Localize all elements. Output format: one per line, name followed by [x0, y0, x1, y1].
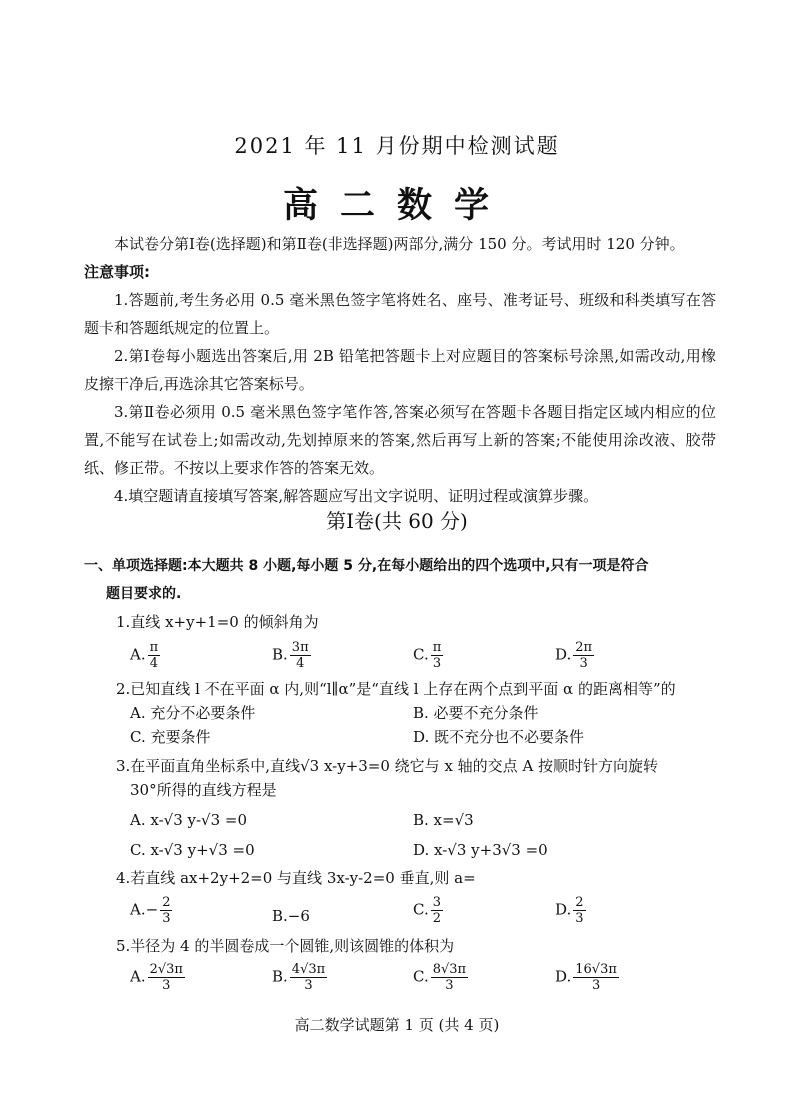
q5-option-b[interactable]: [272, 962, 329, 993]
fraction: [290, 962, 327, 993]
question-2-stem: 2.已知直线 l 不在平面 α 内,则“l∥α”是“直线 l 上存在两个点到平面 α 的距离相等”的: [116, 680, 676, 698]
q2-option-d[interactable]: D. 既不充分也不必要条件: [413, 728, 585, 746]
q5-option-c[interactable]: [413, 962, 470, 993]
q5-option-a[interactable]: [130, 962, 187, 993]
numerator: 3: [432, 895, 441, 910]
denominator: 4: [296, 656, 305, 671]
numerator: 4√3π: [291, 962, 326, 977]
section-instruction-line1: 一、单项选择题:本大题共 8 小题,每小题 5 分,在每小题给出的四个选项中,只有一项是符合: [84, 558, 649, 574]
fraction: [290, 640, 311, 671]
q2-option-c[interactable]: C. 充要条件: [130, 728, 211, 746]
note-item-2: 2.第Ⅰ卷每小题选出答案后,用 2B 铅笔把答题卡上对应题目的答案标号涂黑,如需改动,用橡皮擦干净后,再选涂其它答案标号。: [84, 347, 716, 393]
option-label: D.: [555, 967, 572, 986]
section-instruction-line2: 题目要求的.: [106, 586, 182, 602]
numerator: 3π: [291, 640, 309, 655]
denominator: 3: [591, 978, 601, 993]
option-label: D.: [555, 900, 572, 919]
q4-option-c[interactable]: [413, 895, 445, 926]
fraction: [573, 962, 619, 993]
option-label: A.: [130, 645, 146, 664]
fraction: [431, 895, 443, 926]
option-value: −6: [287, 907, 310, 925]
option-label: A.: [130, 967, 146, 986]
numerator: π: [149, 640, 159, 655]
question-5-stem: 5.半径为 4 的半圆卷成一个圆锥,则该圆锥的体积为: [116, 937, 455, 955]
numerator: π: [432, 640, 442, 655]
exam-title: 2021 年 11 月份期中检测试题: [234, 134, 560, 158]
intro-text: 本试卷分第Ⅰ卷(选择题)和第Ⅱ卷(非选择题)两部分,满分 150 分。考试用时 120 分钟。: [114, 235, 685, 253]
numerator: 2√3π: [149, 962, 183, 977]
denominator: 3: [304, 978, 313, 993]
option-label: B.: [272, 907, 288, 925]
subject-title: 高二数学: [282, 186, 511, 226]
numerator: 8√3π: [432, 962, 467, 977]
question-3-stem-line1: 3.在平面直角坐标系中,直线√3 x-y+3=0 绕它与 x 轴的交点 A 按顺时针方向旋转: [116, 757, 659, 775]
numerator: 2π: [575, 640, 593, 655]
q1-option-c[interactable]: [413, 640, 445, 671]
q1-option-b[interactable]: [272, 640, 313, 671]
q2-option-b[interactable]: B. 必要不充分条件: [413, 704, 539, 722]
denominator: 2: [432, 911, 441, 926]
note-item-1: 1.答题前,考生务必用 0.5 毫米黑色签字笔将姓名、座号、准考证号、班级和科类填写在答题卡和答题纸规定的位置上。: [84, 291, 716, 337]
notes-heading: 注意事项:: [84, 263, 150, 281]
option-label: A.: [130, 900, 146, 919]
denominator: 3: [432, 656, 442, 671]
q3-option-a[interactable]: A. x-√3 y-√3 =0: [130, 811, 248, 829]
option-label: B.: [272, 967, 288, 986]
fraction: [148, 962, 185, 993]
option-label: D.: [555, 645, 572, 664]
q5-option-d[interactable]: [555, 962, 621, 993]
numerator: 2: [162, 895, 171, 910]
fraction: [573, 895, 585, 926]
option-label: C.: [413, 967, 429, 986]
denominator: 3: [579, 656, 588, 671]
fraction: [431, 962, 468, 993]
question-4-stem: 4.若直线 ax+2y+2=0 与直线 3x-y-2=0 垂直,则 a=: [116, 869, 476, 887]
q3-option-d[interactable]: D. x-√3 y+3√3 =0: [413, 841, 548, 859]
denominator: 3: [445, 978, 454, 993]
option-label: C.: [413, 645, 429, 664]
fraction: [431, 640, 444, 671]
question-3-stem-line2: 30°所得的直线方程是: [130, 781, 277, 799]
note-item-4: 4.填空题请直接填写答案,解答题应写出文字说明、证明过程或演算步骤。: [114, 487, 599, 505]
q3-option-b[interactable]: B. x=√3: [413, 811, 474, 829]
fraction: [148, 640, 161, 671]
option-label: B.: [272, 645, 288, 664]
q1-option-a[interactable]: [130, 640, 162, 671]
q4-option-b[interactable]: [272, 902, 310, 930]
section-title: 第Ⅰ卷(共 60 分): [326, 509, 468, 533]
denominator: 3: [575, 911, 584, 926]
fraction: [160, 895, 172, 926]
denominator: 4: [149, 656, 159, 671]
note-item-3: 3.第Ⅱ卷必须用 0.5 毫米黑色签字笔作答,答案必须写在答题卡各题目指定区域内相应的位置,不能写在试卷上;如需改动,先划掉原来的答案,然后再写上新的答案;不能使用涂改液、胶带纸、修正带。不按以上要求作答的答案无效。: [84, 403, 716, 477]
denominator: 3: [162, 978, 171, 993]
denominator: 3: [162, 911, 171, 926]
q2-option-a[interactable]: A. 充分不必要条件: [130, 704, 256, 722]
q4-option-d[interactable]: [555, 895, 588, 926]
fraction: [573, 640, 594, 671]
question-1-stem: 1.直线 x+y+1=0 的倾斜角为: [116, 613, 319, 631]
minus-sign: −: [145, 900, 159, 919]
q4-option-a[interactable]: [130, 895, 174, 926]
page-footer: 高二数学试题第 1 页 (共 4 页): [294, 1016, 500, 1034]
option-label: C.: [413, 900, 429, 919]
numerator: 16√3π: [575, 962, 617, 977]
numerator: 2: [575, 895, 584, 910]
q3-option-c[interactable]: C. x-√3 y+√3 =0: [130, 841, 255, 859]
q1-option-d[interactable]: [555, 640, 596, 671]
